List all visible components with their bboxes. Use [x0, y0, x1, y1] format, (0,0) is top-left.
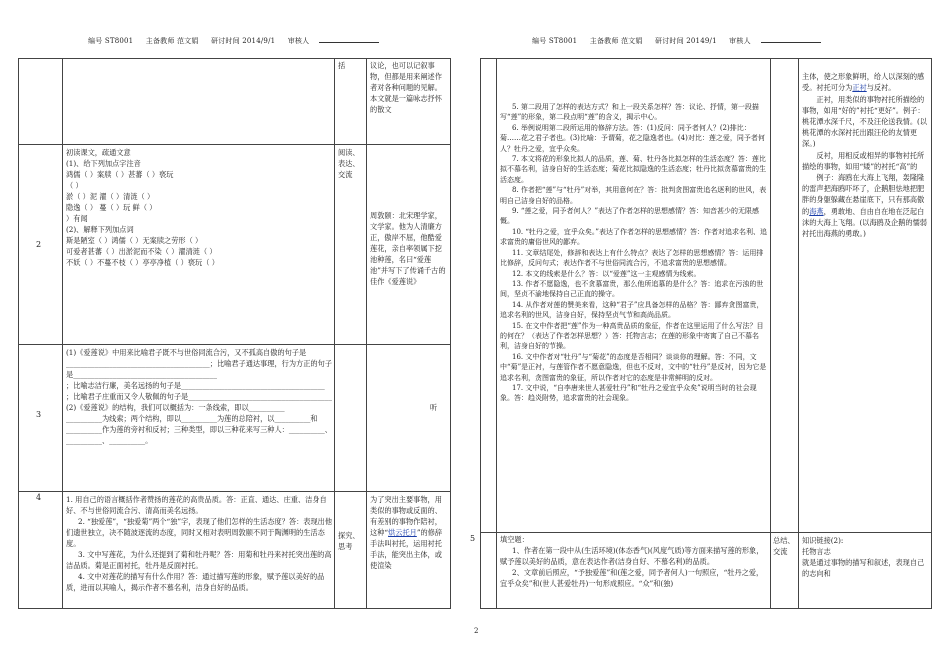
row2-number: 2 — [36, 240, 42, 249]
row2-line: ）有闻 — [66, 214, 88, 223]
page-number: 2 — [474, 627, 479, 635]
qa-item: 12. 本文的线索是什么？答：以“爱莲”这一主观感情为线索。 — [512, 269, 701, 278]
row2-line: (2)、解释下列加点词 — [66, 225, 134, 234]
qa-item: 11. 文章结尾处，修辞和表达上有什么特点？表达了怎样的思想感情？答：运用排比修辞，反问句式；表达作者不与世俗同流合污，不追求富贵的思想感情。 — [500, 248, 764, 268]
row4-note — [370, 494, 448, 608]
row5-number: 5 — [470, 534, 476, 543]
row1-method: 括 — [338, 61, 346, 70]
listen-label: 听 — [430, 403, 438, 412]
discussion-date: 研讨时间 20149/1 — [655, 37, 717, 45]
row3-line: ；比喻君子庄重而又令人敬佩的句子是________________________________________ — [66, 392, 332, 401]
qa-item: 13. 作者不愿隐逸，也不贪慕富贵，那么他所追慕的是什么？答：追求在污浊的世间，坚贞不渝地保持自己正直的操守。 — [500, 279, 764, 299]
row2-line: (1)、给下列加点字注音 — [66, 159, 141, 168]
hongyun-tuoyue-link[interactable]: 烘云托月 — [388, 528, 417, 537]
row2-line: 隐逸（ ） 蔓（ ）玩 鲜（ ） — [66, 203, 157, 212]
row4-method: 探究、思考 — [338, 531, 360, 551]
row2-line: 斯是陋室（ ）鸿儒（ ）无案牍之劳形（ ） — [66, 236, 203, 245]
qa-item: 7. 本文将花的形象比拟人的品质，莲、菊、牡丹各比拟怎样的生活态度？答：莲比拟不慕名利，洁身自好的生活态度；菊花比拟隐逸的生活态度；牡丹比拟贪慕富贵的生活态度。 — [500, 155, 766, 184]
row3-line: __________为线索；两个结构，即以__________为莲的总陪衬，以__________和__________作为莲的旁衬和反衬；三种类型，即以三种花来写三种人：__________、__________、__________。 — [66, 414, 332, 445]
reviewer-line — [319, 36, 379, 43]
reviewer-label: 审核人 — [287, 37, 310, 45]
lead-teacher: 主备教师 范文娟 — [589, 37, 643, 45]
qa-item: 10. “牡丹之爱，宜乎众矣。”表达了作者怎样的思想感情？答：作者对追求名利、追求富贵的庸俗世风的鄙弃。 — [500, 227, 768, 247]
qa-item: 16. 文中作者对“牡丹”与“菊花”的态度是否相同？谈谈你的理解。答：不同，文中“菊”是正衬，与莲管作者不愿意隐逸，但也不反对，文中的“牡丹”是反衬，因为它是追求名利，贪图富贵的象征，所以作者对它的态度是非常鲜明的反对。 — [500, 352, 767, 382]
row5-line: 2、文章前后照应，“予独爱莲”和(莲之爱，同予者何人)一句照应，“牡丹之爱，宜乎众矣”和(世人甚爱牡丹)一句形成照应。“众”和(独) — [500, 568, 764, 588]
row3-content — [66, 347, 332, 489]
qa-item: 15. 在文中作者把“莲”作为一种高贵品质的象征，作者在这里运用了什么写法？目的何在？（表达了作者怎样思想？）答：托物言志；在莲的形象中寄寓了自己不慕名利，洁身自好的节操。 — [500, 321, 764, 351]
row4-note-post: ”的修辞手法叫衬托，运用衬托手法，能突出主体，或使渲染 — [370, 528, 443, 570]
row2-line: 淤（ ）泥 濯（ ）清涟（ ） — [66, 192, 155, 201]
contrast-note — [802, 60, 930, 530]
row2-line: （ ） — [66, 181, 83, 190]
qa-item: 5. 第二段用了怎样的表达方式？和上一段关系怎样？答：议论、抒情，第一段描写“莲”的形象，第二段点明“莲”的含义，揭示中心。 — [500, 103, 759, 122]
zhengchen-link[interactable]: 正衬 — [852, 83, 867, 93]
row2-line: 鸿儒（ ）案牍（ ）甚蕃（ ）亵玩 — [66, 170, 174, 179]
row4-line: 1. 用自己的语言概括作者赞扬的莲花的高贵品质。答：正直、通达、庄重、洁身自好、不与世俗同流合污、清高而美名远扬。 — [66, 495, 327, 515]
row3-line: (2)《爱莲说》的结构，我们可以概括为：一条线索，即以__________ — [66, 403, 285, 412]
row5-method: 总结、交流 — [773, 536, 795, 556]
doc-code: 编号 ST8001 — [532, 37, 578, 45]
contrast-note-mid: 与反衬。 正衬，用类似的事物衬托所描绘的事物，如用“好的”衬托“更好”。例子：桃花潭水深千尺，不及汪伦送我情。(以桃花潭的水深衬托出跟汪伦的友情更深。) 反衬，用相反或相异的事物衬托所描绘的事物，如用“矮”的衬托“高”的 例子：海鸥在大海上飞翔，轰隆隆的雷声把海鸥吓坏了，企鹅胆怯地把肥胖的身躯躲藏在悬崖底下，只有那高傲的 — [802, 83, 927, 216]
row5-note: 知识链接(2): 托物言志 就是通过事物的描写和叙述，表现自己的志向和 — [802, 536, 925, 578]
contrast-note-pre: 主体，使之形象鲜明，给人以深刻的感受。衬托可分为 — [802, 72, 925, 93]
row2-line: 可爱者甚蕃（ ）出淤泥而不染（ ）濯清涟（ ） — [66, 247, 217, 256]
reviewer-line — [761, 36, 821, 43]
row2-method: 阅读、表达、交流 — [338, 148, 360, 179]
row2-note: 周敦颐：北宋理学家，文学家。他为人清廉方正，傲岸不屈，他酷爱莲花，亲自率领属下挖池种莲，名曰“爱莲池”并写下了传诵千古的佳作《爱莲说》 — [370, 211, 446, 286]
row4-line: 4. 文中对莲花的描写有什么作用？答：通过描写莲的形象，赋予莲以美好的品质，进而以其喻人，揭示作者不慕名利，洁身自好的品质。 — [66, 572, 325, 592]
doc-code: 编号 ST8001 — [88, 37, 134, 45]
row5-content — [500, 534, 768, 608]
row4-note-pre: 为了突出主要事物，用类似的事物或反面的、有差别的事物作陪衬，这种“ — [370, 495, 442, 537]
right-qa-list — [500, 102, 768, 530]
lead-teacher: 主备教师 范文娟 — [145, 37, 199, 45]
row2-content — [66, 147, 332, 343]
row2-line: 不妖（ ）不蔓不枝（ ）亭亭净植（ ）亵玩（ ） — [66, 258, 219, 267]
contrast-note-post: ，勇敢地、自由自在地在泛起白沫的大海上飞翔。(以海鸥及企鹅的懦弱衬托出海燕的勇敢。) — [802, 206, 927, 239]
row2-line: 初读课文，疏通文意 — [66, 148, 131, 157]
row3-line: (1)《爱莲说》中用来比喻君子既不与世俗同流合污，又不孤高自傲的句子是________________________________________；比喻君子通达事理，行为方正的句子是________________________________________ — [66, 348, 332, 379]
qa-item: 14. 从作者对莲的赞美来看，这种“君子”应具备怎样的品格？答：鄙弃贪图富贵，追求名利的世风，洁身自好，保持坚贞气节和高尚品质。 — [500, 300, 764, 320]
page-header-right — [532, 36, 831, 46]
qa-item: 6. 举例说明第二段所运用的修辞方法。答：(1)反问：同予者何人？(2)排比：菊……花之君子者也。(3)比喻：予谓菊，花之隐逸者也。(4)对比：莲之爱，同予者何人？牡丹之爱，宜乎众矣。 — [500, 123, 765, 153]
reviewer-label: 审核人 — [729, 37, 751, 45]
discussion-date: 研讨时间 2014/9/1 — [211, 37, 276, 45]
row4-number: 4 — [36, 493, 42, 502]
row4-content — [66, 494, 332, 608]
qa-item: 17. 文中说，“自李唐来世人甚爱牡丹”和“牡丹之爱宜乎众矣”说明当时的社会现象。答：趋炎附势，追求富贵的社会现象。 — [500, 383, 757, 403]
page-header-left — [88, 36, 389, 46]
row5-line: 填空题： — [500, 535, 529, 544]
row3-number: 3 — [36, 410, 42, 419]
haiyan-link[interactable]: 海燕 — [809, 206, 824, 216]
row1-note: 议论，也可以记叙事物，但都是用来阐述作者对各种问题的见解。本文就是一篇咏志抒怀的散文 — [370, 61, 442, 114]
row3-line: ；比喻志洁行廉，美名远扬的句子是________________________________________ — [66, 381, 325, 390]
qa-item: 9. “莲之爱，同予者何人？”表达了作者怎样的思想感情？答：知音甚少的无限感慨。 — [500, 207, 760, 226]
row4-line: 2. “独爱莲”，“独爱菊”两个“独”字，表现了他们怎样的生活态度？答：表现出他们遗世独立，决不随波逐流的态度，同时又相对表明周敦颐不同于陶渊明的生活态度。 — [66, 517, 332, 548]
row4-line: 3. 文中写莲花，为什么还提到了菊和牡丹呢？答：用菊和牡丹来衬托突出莲的高洁品质。菊是正面衬托，牡丹是反面衬托。 — [66, 550, 332, 570]
row5-line: 1、作者在第一段中从(生活环境)(体态香气)(风度气质)等方面来描写莲的形象，赋予莲以美好的品质，意在表达作者(洁身自好、不慕名利)的品质。 — [500, 546, 764, 566]
qa-item: 8. 作者把“莲”与“牡丹”对举，其用意何在？答：批判贪图富贵追名逐利的世风，表明自己洁身自好的品格。 — [500, 186, 767, 205]
